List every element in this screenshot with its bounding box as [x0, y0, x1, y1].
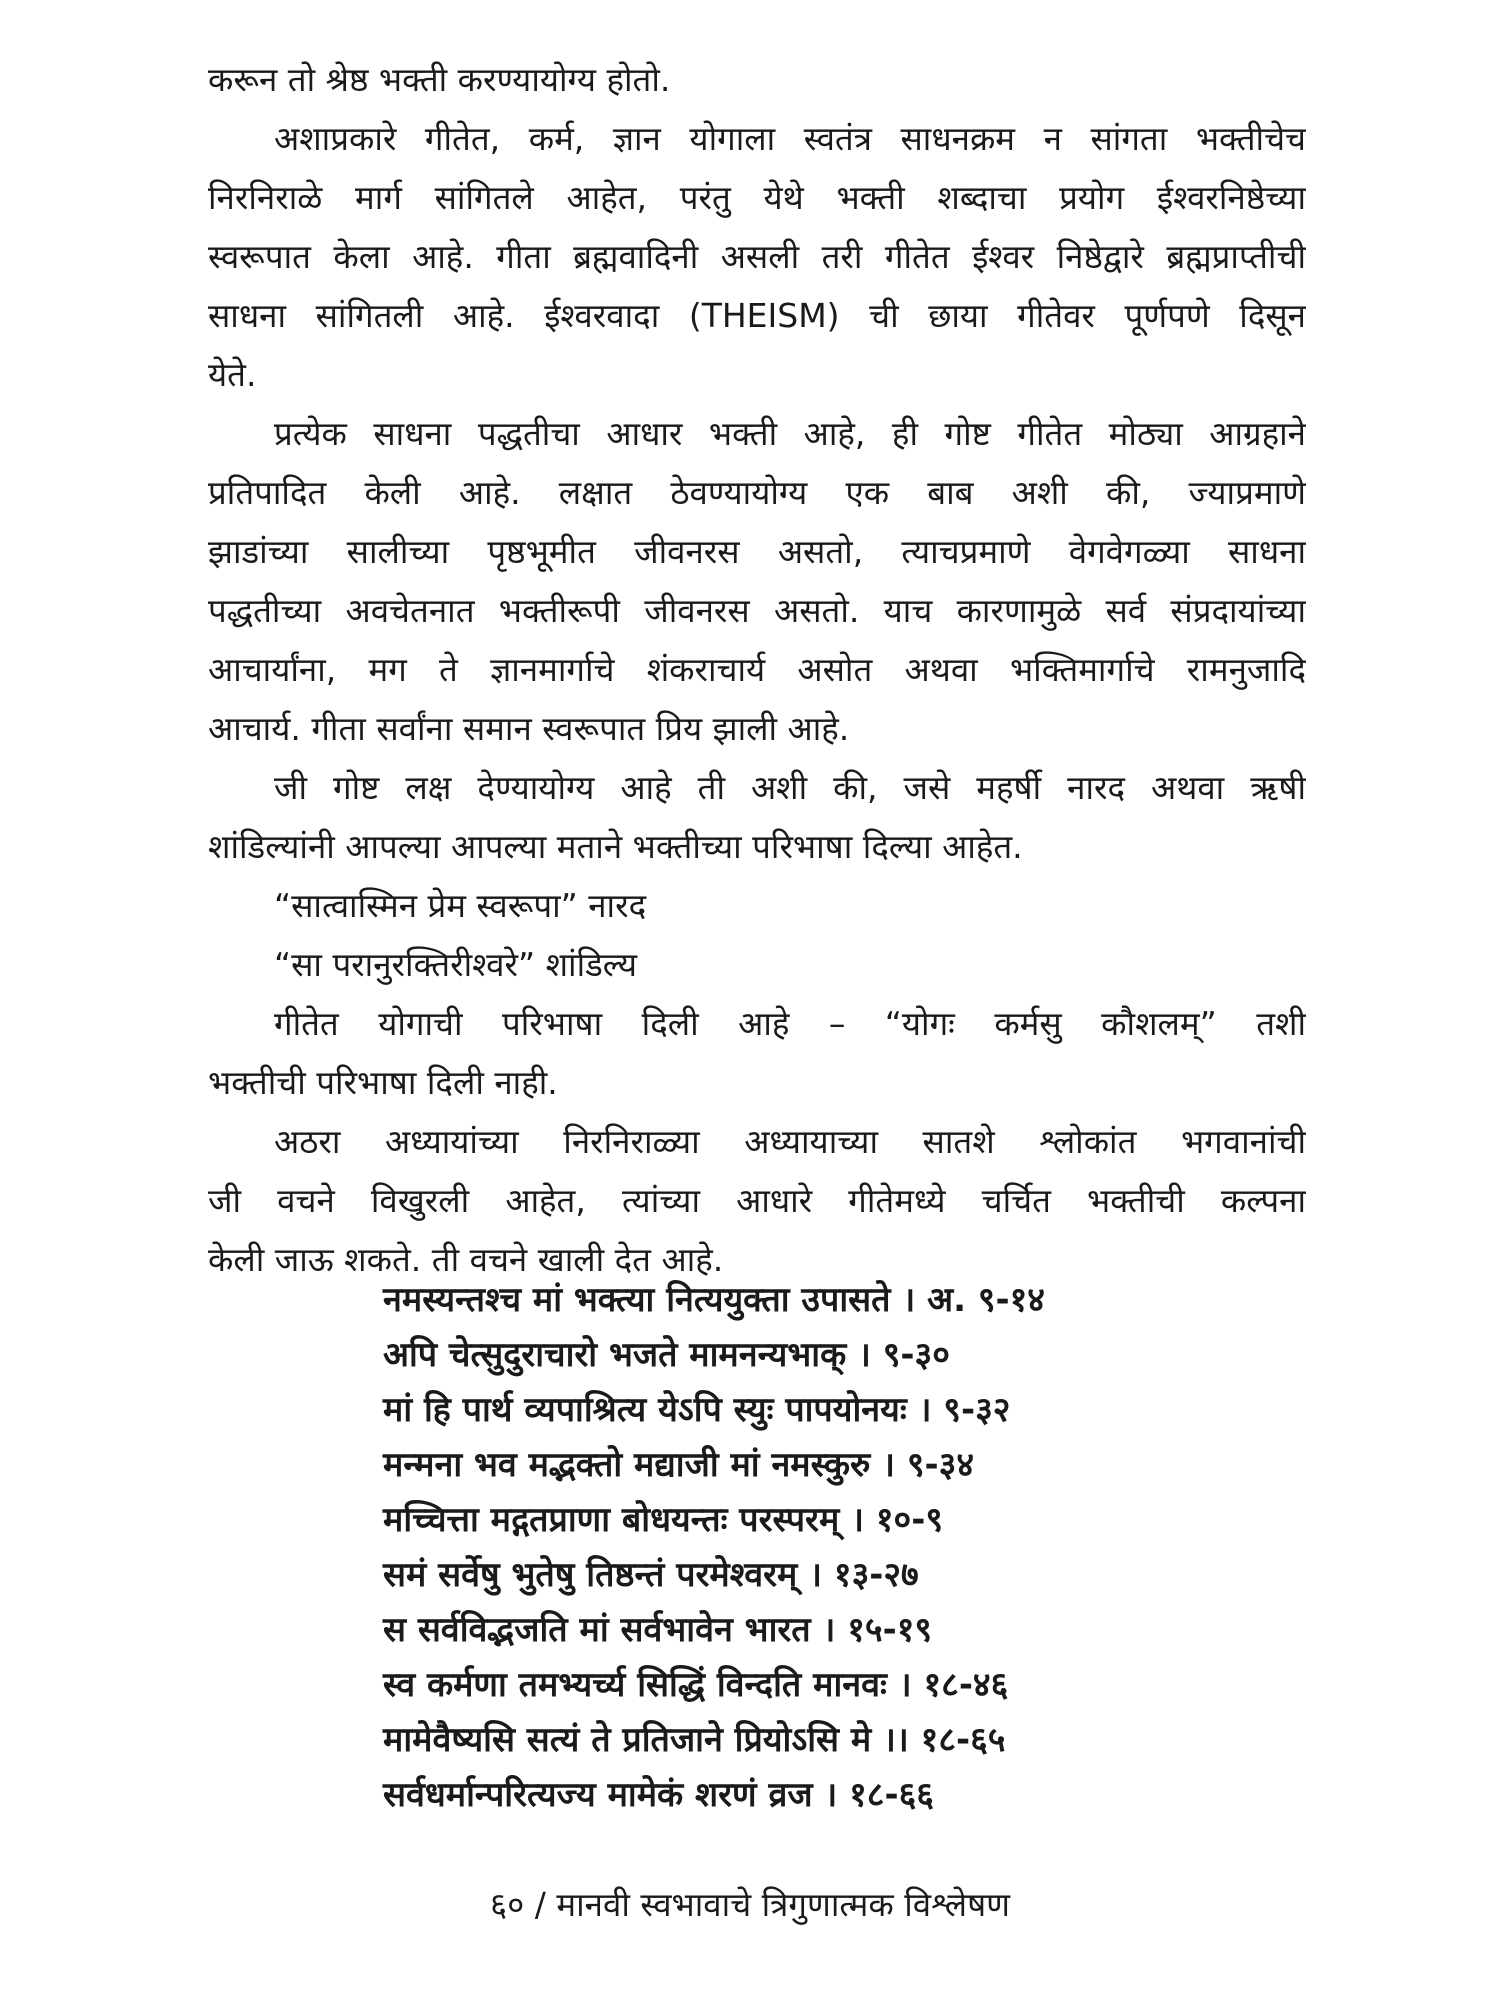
text-line: जी वचने विखुरली आहेत, त्यांच्या आधारे गीतेमध्ये चर्चित भक्तीची कल्पना [208, 1181, 1306, 1220]
verse-line: मच्चित्ता मद्गतप्राणा बोधयन्तः परस्परम् । १०-९ [383, 1500, 944, 1540]
verse-list [383, 1273, 1283, 1823]
verse-line: मामेवैष्यसि सत्यं ते प्रतिजाने प्रियोऽसि मे ।। १८-६५ [383, 1720, 1006, 1760]
text-line: झाडांच्या सालीच्या पृष्ठभूमीत जीवनरस असतो, त्याचप्रमाणे वेगवेगळ्या साधना [208, 532, 1306, 571]
verse-line: नमस्यन्तश्च मां भक्त्या नित्ययुक्ता उपासते । अ. ९-१४ [383, 1280, 1045, 1320]
verse-line: अपि चेत्सुदुराचारो भजते मामनन्यभाक् । ९-३० [383, 1335, 950, 1375]
quote-line: “सा परानुरक्तिरीश्वरे” शांडिल्य [274, 945, 637, 984]
text-line: पद्धतीच्या अवचेतनात भक्तीरूपी जीवनरस असतो. याच कारणामुळे सर्व संप्रदायांच्या [208, 591, 1306, 630]
text-line: गीतेत योगाची परिभाषा दिली आहे – “योगः कर्मसु कौशलम्” तशी [274, 1004, 1306, 1043]
text-line: अठरा अध्यायांच्या निरनिराळ्या अध्यायाच्या सातशे श्लोकांत भगवानांची [274, 1122, 1306, 1161]
quote-line: “सात्वास्मिन प्रेम स्वरूपा” नारद [274, 886, 647, 925]
text-line: येते. [208, 355, 257, 394]
page-footer: ६० / मानवी स्वभावाचे त्रिगुणात्मक विश्लेषण [489, 1885, 1011, 1924]
text-line: साधना सांगितली आहे. ईश्वरवादा (THEISM) ची छाया गीतेवर पूर्णपणे दिसून [208, 296, 1306, 335]
text-line: केली जाऊ शकते. ती वचने खाली देत आहे. [208, 1240, 724, 1279]
text-line: जी गोष्ट लक्ष देण्यायोग्य आहे ती अशी की, जसे महर्षी नारद अथवा ऋषी [274, 768, 1306, 807]
text-line: शांडिल्यांनी आपल्या आपल्या मताने भक्तीच्या परिभाषा दिल्या आहेत. [208, 827, 1023, 866]
text-line: आचार्य. गीता सर्वांना समान स्वरूपात प्रिय झाली आहे. [208, 709, 850, 748]
text-line: प्रतिपादित केली आहे. लक्षात ठेवण्यायोग्य एक बाब अशी की, ज्याप्रमाणे [208, 473, 1306, 512]
verse-line: मां हि पार्थ व्यपाश्रित्य येऽपि स्युः पापयोनयः । ९-३२ [383, 1390, 1011, 1430]
text-line: आचार्यांना, मग ते ज्ञानमार्गाचे शंकराचार्य असोत अथवा भक्तिमार्गाचे रामनुजादि [208, 650, 1306, 689]
text-line: प्रत्येक साधना पद्धतीचा आधार भक्ती आहे, ही गोष्ट गीतेत मोठ्या आग्रहाने [274, 414, 1306, 453]
verse-line: स सर्वविद्भजति मां सर्वभावेन भारत । १५-१९ [383, 1610, 933, 1650]
text-line: करून तो श्रेष्ठ भक्ती करण्यायोग्य होतो. [208, 60, 671, 99]
verse-line: समं सर्वेषु भुतेषु तिष्ठन्तं परमेश्वरम् । १३-२७ [383, 1555, 919, 1595]
text-line: स्वरूपात केला आहे. गीता ब्रह्मवादिनी असली तरी गीतेत ईश्वर निष्ठेद्वारे ब्रह्मप्राप्तीची [208, 237, 1306, 276]
text-line: निरनिराळे मार्ग सांगितले आहेत, परंतु येथे भक्ती शब्दाचा प्रयोग ईश्वरनिष्ठेच्या [208, 178, 1306, 217]
text-line: भक्तीची परिभाषा दिली नाही. [208, 1063, 558, 1102]
verse-line: स्व कर्मणा तमभ्यर्च्य सिद्धिं विन्दति मानवः । १८-४६ [383, 1665, 1009, 1705]
body-text [208, 50, 1306, 1289]
text-line: अशाप्रकारे गीतेत, कर्म, ज्ञान योगाला स्वतंत्र साधनक्रम न सांगता भक्तीचेच [274, 119, 1306, 158]
verse-line: मन्मना भव मद्भक्तो मद्याजी मां नमस्कुरु । ९-३४ [383, 1445, 975, 1485]
verse-line: सर्वधर्मान्परित्यज्य मामेकं शरणं व्रज । १८-६६ [383, 1775, 934, 1815]
